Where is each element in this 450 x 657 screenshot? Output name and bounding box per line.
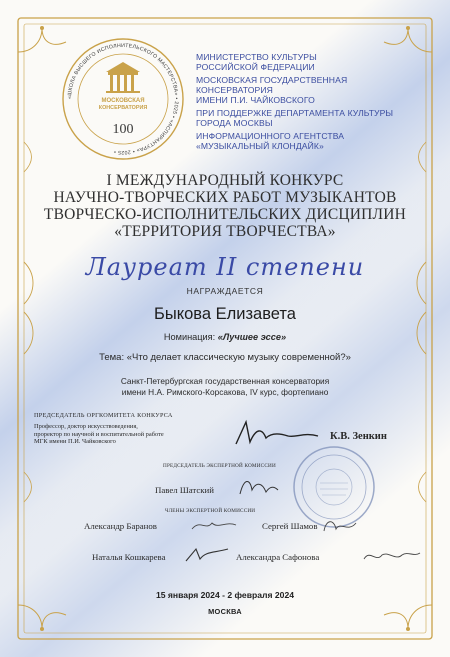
org-committee-title: ПРЕДСЕДАТЕЛЬ ОРГКОМИТЕТА КОНКУРСА [34,412,173,419]
org-committee-role [34,423,234,446]
signature-jury-member [190,515,238,535]
nomination-label: Номинация: [163,332,216,342]
contest-title-line: ТВОРЧЕСКО-ИСПОЛНИТЕЛЬСКИХ ДИСЦИПЛИН [43,206,407,223]
organizer-line: РОССИЙСКОЙ ФЕДЕРАЦИИ [196,62,315,72]
nomination-value: «Лучшее эссе» [217,332,287,342]
contest-dates: 15 января 2024 - 2 февраля 2024 [155,590,295,600]
jury-member-name: Сергей Шамов [262,521,318,531]
signature-chair [232,418,322,450]
emblem-ring-text: «ШКОЛА ВЫСШЕГО ИСПОЛНИТЕЛЬСКОГО МАСТЕРСТВА» • 2025 • «АСПИРАНТУРА» • 2025 • [66,42,180,156]
organizer-line: «МУЗЫКАЛЬНЫЙ КЛОНДАЙК» [196,141,324,151]
organizer-line: ИМЕНИ П.И. ЧАЙКОВСКОГО [196,95,315,105]
signature-jury-member [362,545,422,567]
jury-chair-title: ПРЕДСЕДАТЕЛЬ ЭКСПЕРТНОЙ КОМИССИИ [163,463,276,469]
emblem-name-1: МОСКОВСКАЯ [101,98,145,104]
jury-chair-name: Павел Шатский [155,485,214,495]
contest-title-line: «ТЕРРИТОРИЯ ТВОРЧЕСТВА» [114,223,336,240]
signature-jury-member [320,515,360,537]
org-committee-chair: К.В. Зенкин [330,431,387,442]
institution-line: имени Н.А. Римского-Корсакова, IV курс, фортепиано [121,386,329,397]
recipient-name: Быкова Елизавета [154,305,296,323]
organizer-line: МОСКОВСКАЯ ГОСУДАРСТВЕННАЯ КОНСЕРВАТОРИЯ [196,75,348,95]
contest-title-line: НАУЧНО-ТВОРЧЕСКИХ РАБОТ МУЗЫКАНТОВ [53,189,397,206]
jury-member-name: Александр Баранов [84,521,157,531]
org-role-line: Профессор, доктор искусствоведения, [34,423,138,430]
organizer-line: ГОРОДА МОСКВЫ [196,118,273,128]
jury-members-title: ЧЛЕНЫ ЭКСПЕРТНОЙ КОМИССИИ [165,508,256,514]
organizers-block [196,52,426,154]
emblem-name-2: КОНСЕРВАТОРИЯ [98,105,148,111]
org-role-line: МГК имени П.И. Чайковского [34,438,116,446]
signature-jury-member [184,543,230,565]
organizer-line: ПРИ ПОДДЕРЖКЕ ДЕПАРТАМЕНТА КУЛЬТУРЫ [196,108,394,118]
institution [20,376,430,397]
topic: Тема: «Что делает классическую музыку современной?» [99,352,351,363]
organizer-line: МИНИСТЕРСТВО КУЛЬТУРЫ [196,52,317,62]
org-role-line: проректор по научной и воспитательной работе [34,430,164,438]
organizer-line: ИНФОРМАЦИОННОГО АГЕНТСТВА [196,131,345,141]
jury-member-name: Наталья Кошкарева [92,552,166,562]
conservatory-emblem [60,36,186,162]
emblem-number: 100 [112,122,134,137]
contest-title-line: I МЕЖДУНАРОДНЫЙ КОНКУРС [106,172,344,189]
awarded-label: НАГРАЖДАЕТСЯ [186,286,264,296]
nomination [20,332,430,342]
jury-member-name: Александра Сафонова [236,552,320,562]
signature-jury-chair [236,474,280,500]
laureate-degree: Лауреат II степени [85,253,365,281]
institution-line: Санкт-Петербургская государственная консерватория [120,376,330,386]
contest-title [20,172,430,240]
city: МОСКВА [208,607,242,616]
